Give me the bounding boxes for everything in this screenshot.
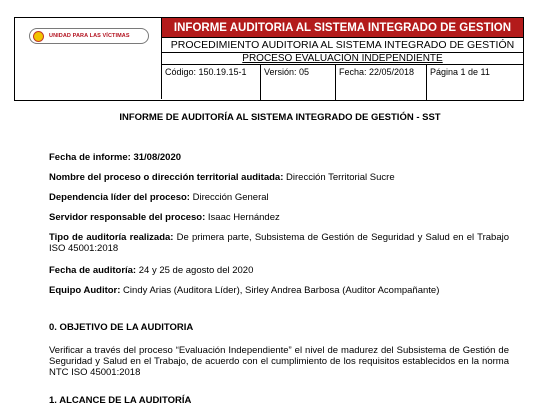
header-process: PROCESO EVALUACIÓN INDEPENDIENTE bbox=[242, 53, 443, 64]
section-objective-heading: 0. OBJETIVO DE LA AUDITORIA bbox=[49, 322, 194, 333]
header-code: Código: 150.19.15-1 bbox=[162, 65, 261, 100]
field-lead-unit bbox=[49, 192, 269, 203]
field-value: De primera parte, Subsistema de Gestión de Seguridad y Salud en el Trabajo ISO 45001:2018 bbox=[49, 232, 510, 254]
header-page: Página 1 de 11 bbox=[430, 67, 490, 77]
header-procedure: PROCEDIMIENTO AUDITORIA AL SISTEMA INTEGRADO DE GESTIÓN bbox=[162, 38, 523, 53]
field-label: Dependencia líder del proceso: bbox=[49, 192, 190, 203]
document-title: INFORME DE AUDITORÍA AL SISTEMA INTEGRADO DE GESTIÓN - SST bbox=[119, 112, 441, 123]
field-label: Servidor responsable del proceso: bbox=[49, 212, 206, 223]
field-label: Tipo de auditoría realizada: bbox=[49, 232, 174, 243]
field-label: Fecha de auditoría: bbox=[49, 265, 137, 276]
logo-cell bbox=[15, 18, 162, 99]
field-value: 24 y 25 de agosto del 2020 bbox=[136, 265, 254, 276]
header-date: Fecha: 22/05/2018 bbox=[336, 65, 427, 100]
header-version: Versión: 05 bbox=[261, 65, 336, 100]
section-scope-heading: 1. ALCANCE DE LA AUDITORÍA bbox=[49, 395, 192, 406]
document-header-table bbox=[14, 17, 524, 101]
field-label: Equipo Auditor: bbox=[49, 285, 121, 296]
field-value: Isaac Hernández bbox=[205, 212, 280, 223]
section-objective-text: Verificar a través del proceso “Evaluación Independiente” el nivel de madurez del Subsistema de Gestión de Seguridad y Salud en el Trabajo, de acuerdo con el cumplimiento de los requisitos establecidos en la norma NTC ISO 45001:2018 bbox=[49, 345, 509, 378]
field-label: Nombre del proceso o dirección territorial auditada: bbox=[49, 172, 284, 183]
field-value: Cindy Arias (Auditora Líder), Sirley Andrea Barbosa (Auditor Acompañante) bbox=[120, 285, 440, 296]
field-audit-date bbox=[49, 265, 253, 276]
field-process-name bbox=[49, 172, 395, 183]
field-label: Fecha de informe: 31/08/2020 bbox=[49, 152, 182, 163]
entity-logo bbox=[29, 28, 149, 44]
field-audit-team bbox=[49, 285, 439, 296]
field-audit-type bbox=[49, 232, 509, 254]
field-value: Dirección Territorial Sucre bbox=[283, 172, 395, 183]
coat-of-arms-icon bbox=[33, 31, 44, 42]
logo-text: UNIDAD PARA LAS VÍCTIMAS bbox=[49, 33, 130, 39]
header-meta-row bbox=[162, 64, 523, 100]
field-report-date bbox=[49, 152, 181, 163]
header-title: INFORME AUDITORIA AL SISTEMA INTEGRADO DE GESTION bbox=[162, 18, 523, 38]
field-responsible bbox=[49, 212, 280, 223]
field-value: Dirección General bbox=[189, 192, 269, 203]
